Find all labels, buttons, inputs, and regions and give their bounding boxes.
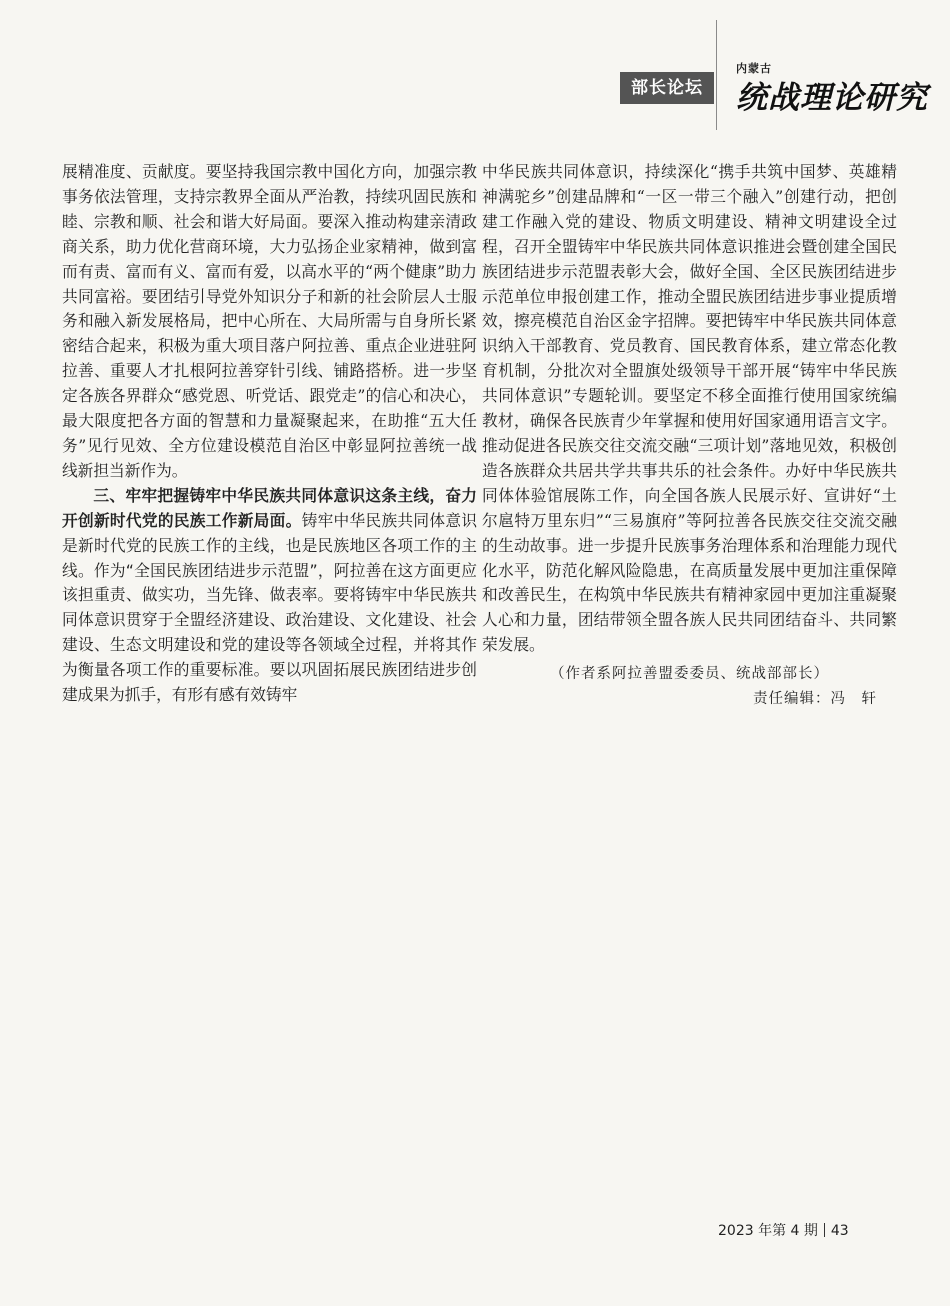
journal-title: 统战理论研究: [736, 80, 928, 116]
right-column: [482, 160, 897, 712]
author-note: （作者系阿拉善盟委委员、统战部部长）: [550, 666, 829, 683]
section-paragraph: [62, 484, 477, 708]
issue-label: 2023 年第 4 期: [718, 1223, 818, 1239]
journal-region-label: 内蒙古: [736, 62, 772, 75]
footer-separator: [824, 1223, 825, 1237]
page-footer: [718, 1220, 849, 1240]
header-divider: [716, 20, 717, 130]
body-paragraph: 展精准度、贡献度。要坚持我国宗教中国化方向，加强宗教事务依法管理，支持宗教界全面从严治教，持续巩固民族和睦、宗教和顺、社会和谐大好局面。要深入推动构建亲清政商关系，助力优化营商环境，大力弘扬企业家精神，做到富而有责、富而有义、富而有爱，以高水平的“两个健康”助力共同富裕。要团结引导党外知识分子和新的社会阶层人士服务和融入新发展格局，把中心所在、大局所需与自身所长紧密结合起来，积极为重大项目落户阿拉善、重点企业进驻阿拉善、重要人才扎根阿拉善穿针引线、铺路搭桥。进一步坚定各族各界群众“感党恩、听党话、跟党走”的信心和决心，最大限度把各方面的智慧和力量凝聚起来，在助推“五大任务”见行见效、全方位建设模范自治区中彰显阿拉善统一战线新担当新作为。: [62, 162, 477, 480]
body-paragraph: 铸牢中华民族共同体意识是新时代党的民族工作的主线，也是民族地区各项工作的主线。作为“全国民族团结进步示范盟”，阿拉善在这方面更应该担重责、做实功，当先锋、做表率。要将铸牢中华民族共同体意识贯穿于全盟经济建设、政治建设、文化建设、社会建设、生态文明建设和党的建设等各领域全过程，并将其作为衡量各项工作的重要标准。要以巩固拓展民族团结进步创建成果为抓手，有形有感有效铸牢: [62, 510, 478, 705]
body-paragraph: 中华民族共同体意识，持续深化“携手共筑中国梦、英雄精神满驼乡”创建品牌和“一区一带三个融入”创建行动，把创建工作融入党的建设、物质文明建设、精神文明建设全过程，召开全盟铸牢中华民族共同体意识推进会暨创建全国民族团结进步示范盟表彰大会，做好全国、全区民族团结进步示范单位申报创建工作，推动全盟民族团结进步事业提质增效，擦亮模范自治区金字招牌。要把铸牢中华民族共同体意识纳入干部教育、党员教育、国民教育体系，建立常态化教育机制，分批次对全盟旗处级领导干部开展“铸牢中华民族共同体意识”专题轮训。要坚定不移全面推行使用国家统编教材，确保各民族青少年掌握和使用好国家通用语言文字。推动促进各民族交往交流交融“三项计划”落地见效，积极创造各族群众共居共学共事共乐的社会条件。办好中华民族共同体体验馆展陈工作，向全国各族人民展示好、宣讲好“土尔扈特万里东归”“三易旗府”等阿拉善各民族交往交流交融的生动故事。进一步提升民族事务治理体系和治理能力现代化水平，防范化解风险隐患，在高质量发展中更加注重保障和改善民生，在构筑中华民族共有精神家园中更加注重凝聚人心和力量，团结带领全盟各族人民共同团结奋斗、共同繁荣发展。: [482, 162, 897, 655]
section-tag: 部长论坛: [620, 72, 714, 104]
section-heading: 三、牢牢把握铸牢中华民族共同体意识这条主线，奋力开创新时代党的民族工作新局面。: [62, 485, 477, 530]
left-column: [62, 160, 477, 708]
editor-note: 责任编辑：冯 轩: [753, 691, 877, 708]
page-number: 43: [830, 1223, 849, 1239]
